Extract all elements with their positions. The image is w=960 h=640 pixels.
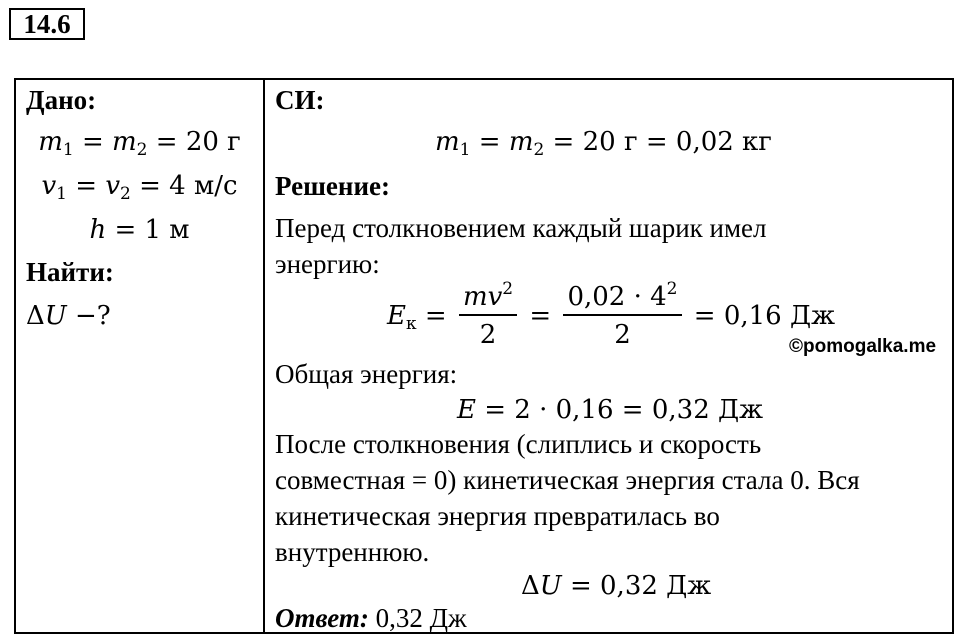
fraction-numeric: $\frac{0,02 \cdot 4^2}{2}$ xyxy=(563,280,681,354)
total-energy-label: Общая энергия: xyxy=(275,359,458,389)
total-energy-formula: E = 2 · 0,16 = 0,32 Дж xyxy=(457,395,764,425)
problem-number: 14.6 xyxy=(9,8,85,40)
solution-line-1: Перед столкновением каждый шарик имел xyxy=(275,213,767,243)
solution-column xyxy=(265,80,952,632)
answer-label: Ответ: xyxy=(275,603,369,633)
ek-subscript: к xyxy=(405,314,417,334)
fraction-numeric-numerator: 0,02 · 4 xyxy=(567,282,667,312)
si-heading: СИ: xyxy=(275,85,325,115)
fraction-numeric-denominator: 2 xyxy=(614,320,631,350)
ek-result: = 0,16 Дж xyxy=(693,301,836,331)
watermark: ©pomogalka.me xyxy=(789,336,937,357)
answer-value: 0,32 Дж xyxy=(375,603,467,633)
solution-line-2: энергию: xyxy=(275,249,380,279)
after-collision-line-2: совместная = 0) кинетическая энергия стала 0. Вся xyxy=(275,465,860,495)
after-collision-line-4: внутреннюю. xyxy=(275,537,430,567)
fraction-mv2: $\frac{mv^2}{2}$ xyxy=(459,280,517,354)
ek-symbol: E xyxy=(387,301,406,331)
given-height: h = 1 м xyxy=(89,215,190,245)
kinetic-energy-formula: $E_к$ = $\frac{mv^2}{2}$ = $\frac{0,02 \cdot 4^2}{2}$ = 0,16 Дж xyxy=(387,280,835,354)
fraction-mv2-numerator: mv xyxy=(462,282,503,312)
given-heading: Дано: xyxy=(26,85,97,115)
si-conversion: $m_1 = m_2 = 20$ г = 0,02 кг xyxy=(435,127,772,160)
after-collision-line-3: кинетическая энергия превратилась во xyxy=(275,501,720,531)
given-speeds: $v_1 = v_2 = 4$ м/с xyxy=(41,171,238,204)
answer-line xyxy=(275,602,467,634)
given-column xyxy=(16,80,265,632)
solution-heading: Решение: xyxy=(275,171,390,201)
find-heading: Найти: xyxy=(26,257,114,287)
fraction-mv2-denominator: 2 xyxy=(479,320,497,350)
solution-table xyxy=(14,78,954,634)
given-masses: $m_1 = m_2 = 20$ г xyxy=(38,127,241,160)
internal-energy-formula: ΔU = 0,32 Дж xyxy=(521,571,712,601)
find-quantity: ΔU −? xyxy=(26,301,111,331)
after-collision-line-1: После столкновения (слиплись и скорость xyxy=(275,429,762,459)
